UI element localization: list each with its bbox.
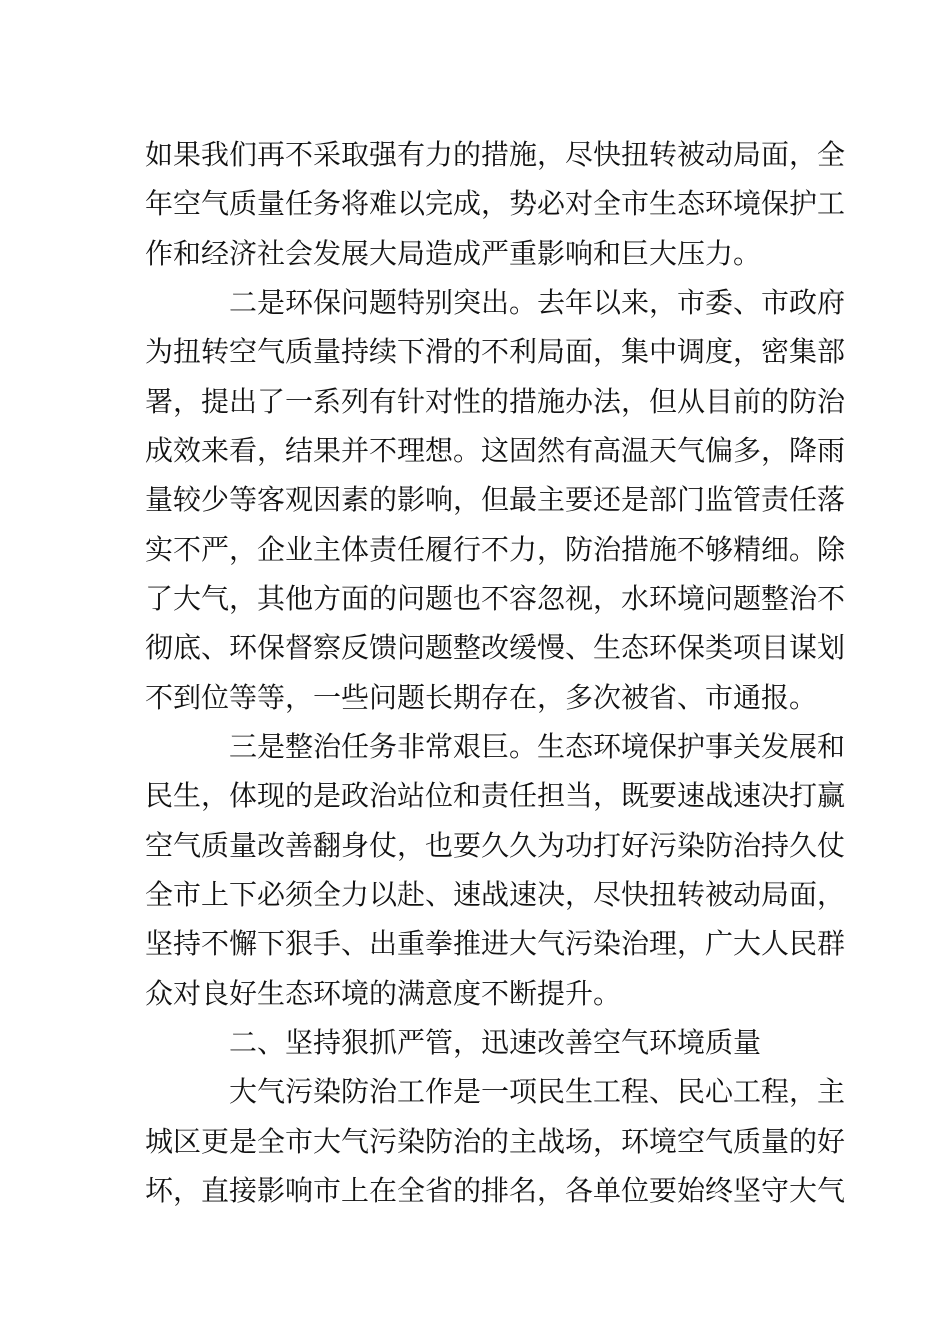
text-line: 不到位等等，一些问题长期存在，多次被省、市通报。	[145, 681, 818, 714]
text-line: 实不严，企业主体责任履行不力，防治措施不够精细。除	[145, 533, 846, 566]
text-line: 城区更是全市大气污染防治的主战场，环境空气质量的好	[145, 1125, 846, 1158]
text-line: 坏，直接影响市上在全省的排名，各单位要始终坚守大气	[145, 1174, 846, 1207]
text-line: 量较少等客观因素的影响，但最主要还是部门监管责任落	[145, 483, 846, 516]
text-line: 三是整治任务非常艰巨。生态环境保护事关发展和	[229, 730, 846, 763]
text-line: 众对良好生态环境的满意度不断提升。	[145, 977, 622, 1010]
text-line: 大气污染防治工作是一项民生工程、民心工程，主	[229, 1075, 846, 1108]
text-line: 作和经济社会发展大局造成严重影响和巨大压力。	[145, 237, 762, 270]
text-line: 如果我们再不采取强有力的措施，尽快扭转被动局面，全	[145, 138, 846, 171]
text-line: 署，提出了一系列有针对性的措施办法，但从目前的防治	[145, 385, 846, 418]
text-line: 民生，体现的是政治站位和责任担当，既要速战速决打赢	[145, 779, 846, 812]
text-line: 二是环保问题特别突出。去年以来，市委、市政府	[229, 286, 846, 319]
text-line: 空气质量改善翻身仗，也要久久为功打好污染防治持久仗	[145, 829, 846, 862]
text-line: 彻底、环保督察反馈问题整改缓慢、生态环保类项目谋划	[145, 631, 846, 664]
text-line: 成效来看，结果并不理想。这固然有高温天气偏多，降雨	[145, 434, 846, 467]
text-line: 了大气，其他方面的问题也不容忽视，水环境问题整治不	[145, 582, 846, 615]
text-line: 全市上下必须全力以赴、速战速决，尽快扭转被动局面，	[145, 878, 846, 911]
text-line: 为扭转空气质量持续下滑的不利局面，集中调度，密集部	[145, 335, 846, 368]
text-line: 年空气质量任务将难以完成，势必对全市生态环境保护工	[145, 187, 846, 220]
text-line: 坚持不懈下狠手、出重拳推进大气污染治理，广大人民群	[145, 927, 846, 960]
section-heading: 二、坚持狠抓严管，迅速改善空气环境质量	[229, 1026, 762, 1059]
